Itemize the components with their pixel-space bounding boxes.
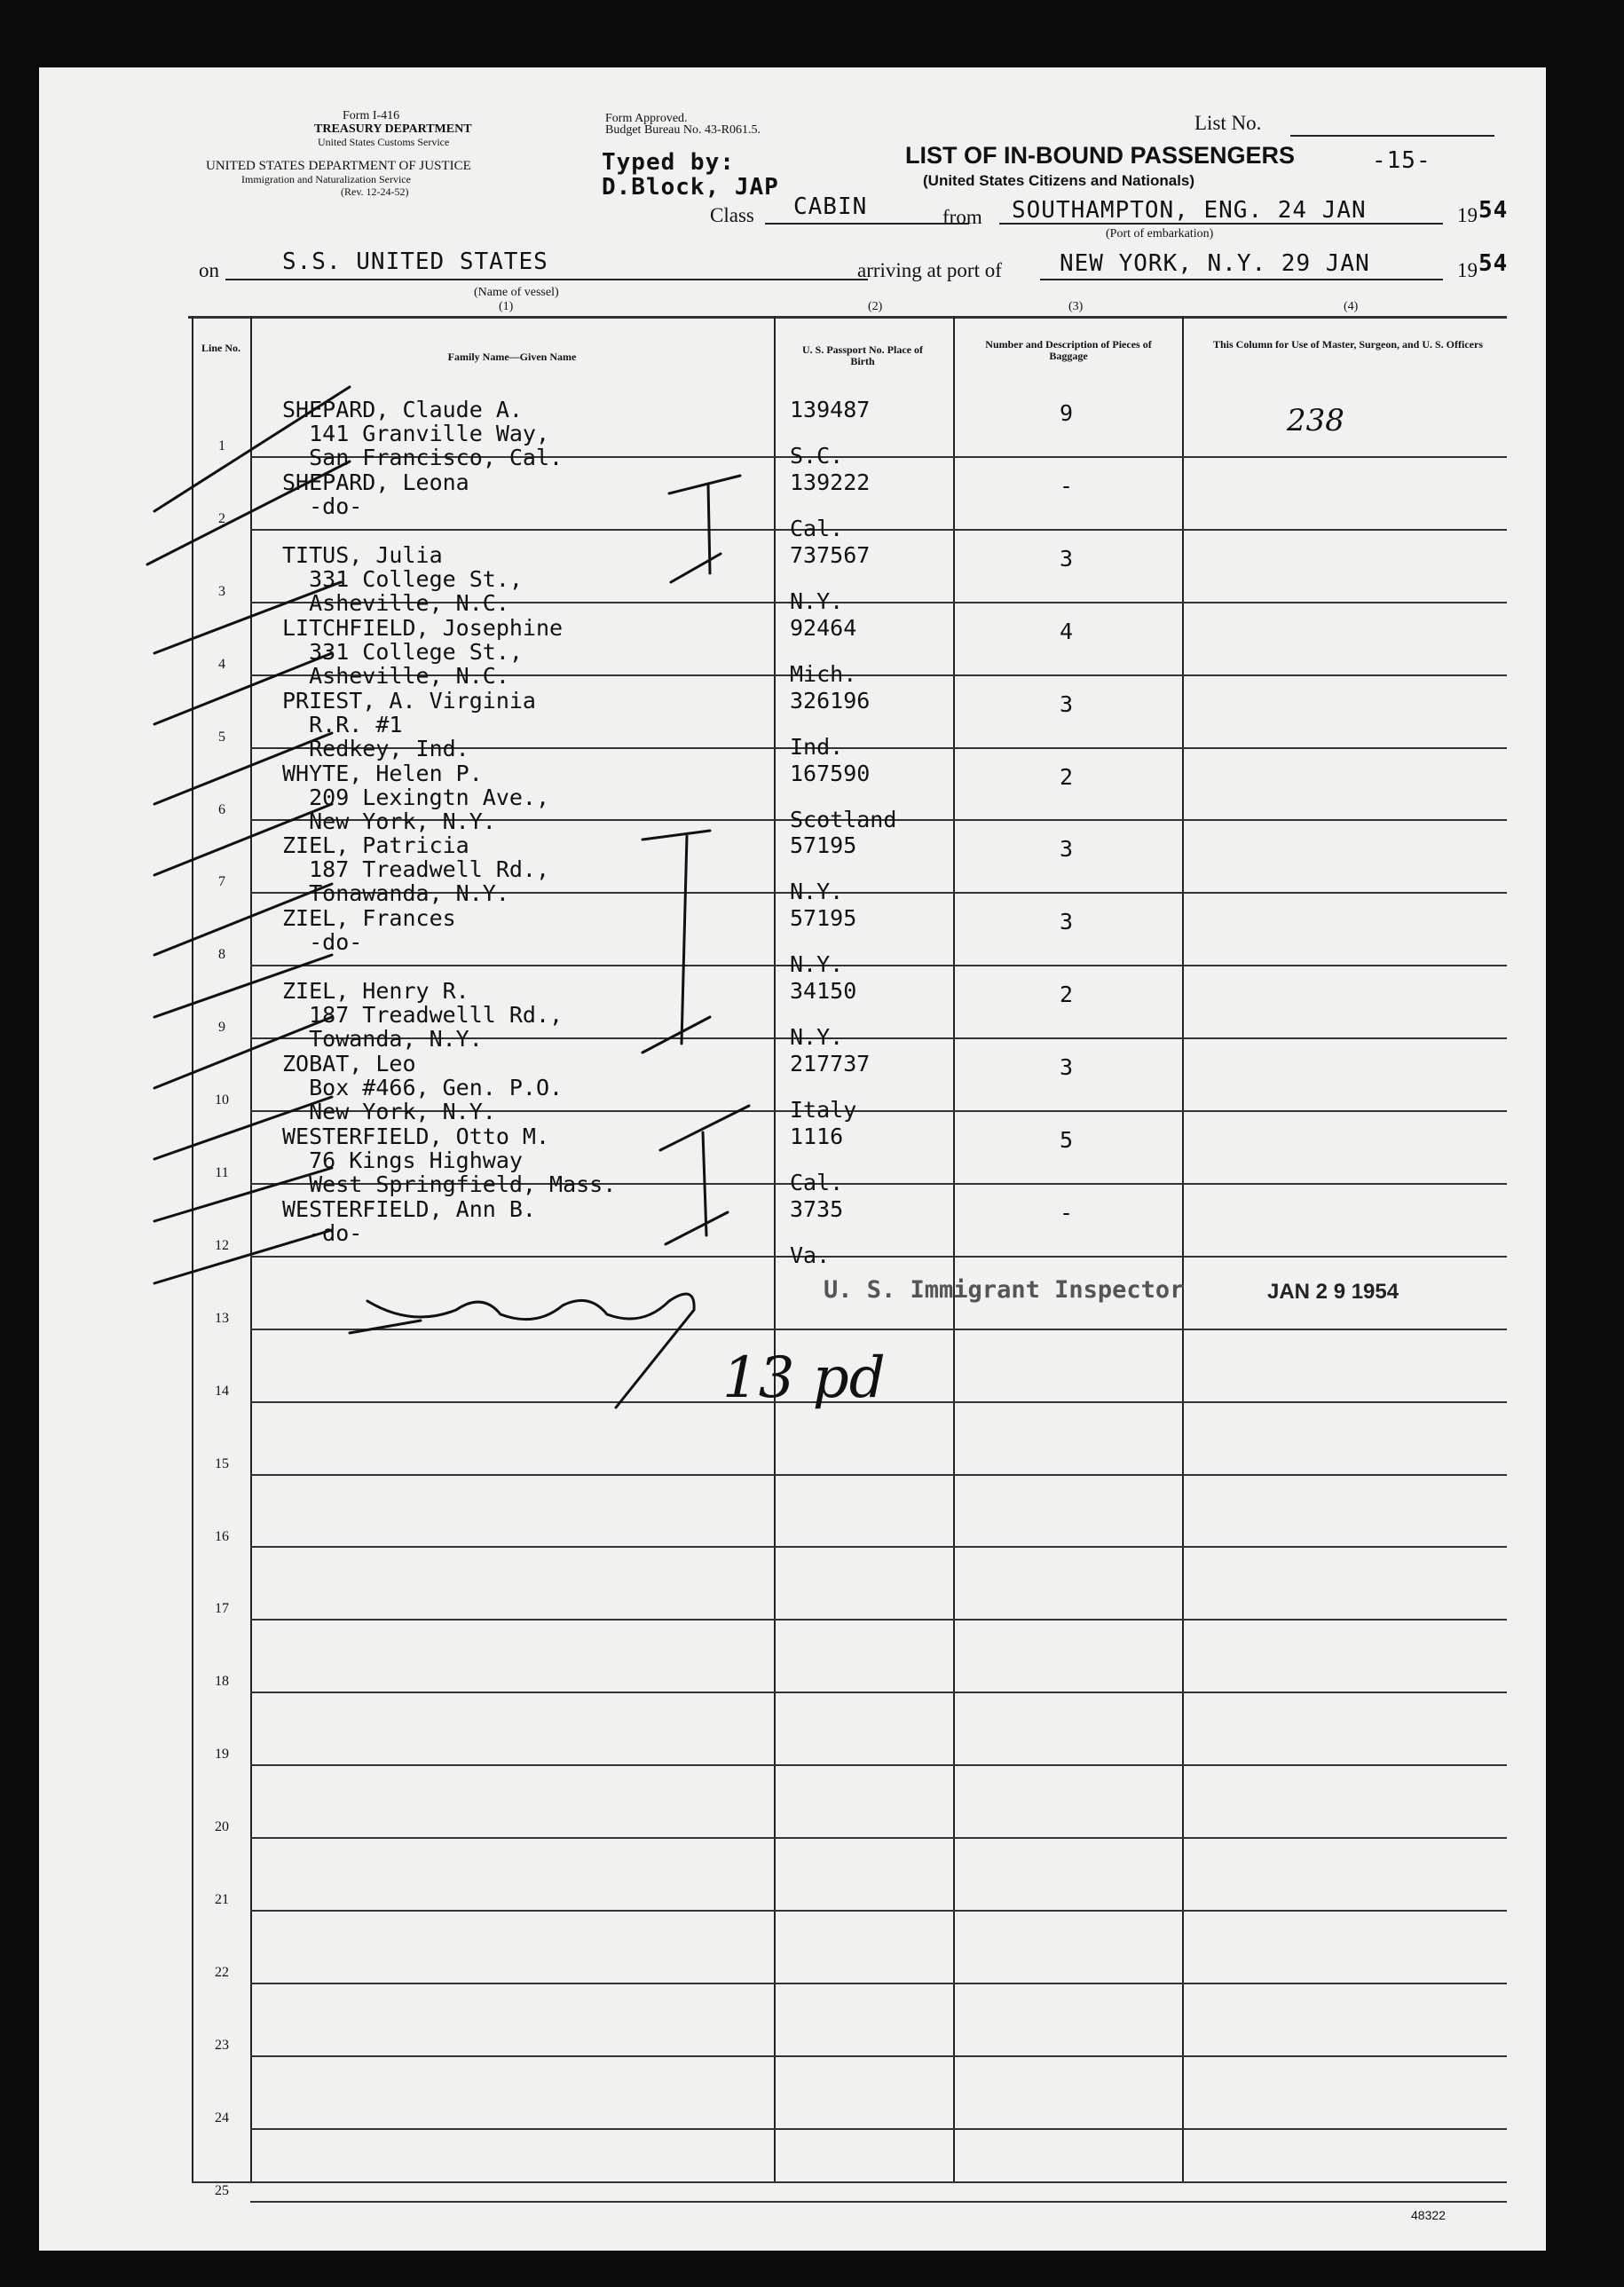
form-revision: (Rev. 12-24-52)	[341, 185, 409, 198]
line-number: 14	[215, 1384, 229, 1399]
col-num-3: (3)	[1068, 300, 1084, 313]
place-of-birth: N.Y.	[790, 951, 844, 977]
document-subtitle: (United States Citizens and Nationals)	[923, 172, 1195, 189]
place-of-birth: Scotland	[790, 807, 897, 832]
line-number: 18	[215, 1674, 229, 1689]
place-of-birth: N.Y.	[790, 1024, 844, 1050]
stamp-date: JAN 2 9 1954	[1267, 1280, 1399, 1304]
passport-number: 326196	[790, 688, 871, 714]
place-of-birth: N.Y.	[790, 879, 844, 904]
baggage-count: 3	[1060, 691, 1074, 717]
place-of-birth: S.C.	[790, 443, 844, 469]
line-number: 20	[215, 1819, 229, 1834]
passport-number: 92464	[790, 615, 857, 641]
passenger-name: ZIEL, Patricia 187 Treadwell Rd., Tonawanda, N.Y.	[282, 832, 550, 906]
baggage-count: 5	[1060, 1127, 1074, 1153]
line-number: 24	[215, 2110, 229, 2125]
passenger-name: WESTERFIELD, Ann B. -do-	[282, 1196, 536, 1246]
on-label: on	[199, 259, 219, 281]
baggage-count: 4	[1060, 619, 1074, 644]
baggage-count: 3	[1060, 836, 1074, 862]
arrival-port: NEW YORK, N.Y. 29 JAN	[1060, 250, 1370, 277]
col-header-line-no: Line No.	[201, 342, 240, 354]
ins-service: Immigration and Naturalization Service	[241, 173, 411, 185]
baggage-count: 2	[1060, 982, 1074, 1007]
baggage-count: 3	[1060, 546, 1074, 572]
treasury-dept: TREASURY DEPARTMENT	[314, 122, 472, 136]
place-of-birth: Cal.	[790, 1170, 844, 1195]
year-prefix: 19	[1457, 204, 1478, 226]
document-title: LIST OF IN-BOUND PASSENGERS	[905, 142, 1296, 169]
class-label: Class	[710, 204, 754, 226]
officer-note: 238	[1287, 403, 1344, 438]
passenger-name: ZOBAT, Leo Box #466, Gen. P.O. New York, N.Y.	[282, 1051, 564, 1124]
vessel-caption: (Name of vessel)	[474, 286, 559, 299]
port-embarkation: SOUTHAMPTON, ENG. 24 JAN	[1012, 197, 1367, 224]
passport-number: 737567	[790, 542, 871, 568]
line-number: 1	[218, 438, 225, 453]
col-header-name: Family Name—Given Name	[447, 351, 577, 363]
line-number: 13	[215, 1311, 229, 1326]
col-num-1: (1)	[499, 300, 514, 313]
line-number: 16	[215, 1529, 229, 1544]
passenger-name: LITCHFIELD, Josephine 331 College St., Asheville, N.C.	[282, 615, 564, 689]
line-number: 9	[218, 1020, 225, 1035]
passenger-name: TITUS, Julia 331 College St., Asheville, N.C.	[282, 542, 523, 616]
line-number: 17	[215, 1601, 229, 1616]
line-number: 21	[215, 1892, 229, 1907]
line-number: 12	[215, 1238, 229, 1253]
place-of-birth: Mich.	[790, 661, 857, 687]
inspector-stamp: U. S. Immigrant Inspector	[824, 1276, 1185, 1304]
year-prefix-2: 19	[1457, 259, 1478, 281]
handwritten-check-marks	[39, 67, 1546, 2251]
place-of-birth: Italy	[790, 1097, 857, 1123]
list-no: -15-	[1372, 147, 1431, 174]
line-number: 23	[215, 2038, 229, 2053]
form-approved: Form Approved.	[605, 112, 688, 125]
line-number: 3	[218, 584, 225, 599]
baggage-count: 2	[1060, 764, 1074, 790]
passport-number: 57195	[790, 832, 857, 858]
line-number: 22	[215, 1965, 229, 1980]
line-number: 2	[218, 511, 225, 526]
passport-number: 34150	[790, 978, 857, 1004]
from-label: from	[942, 206, 982, 228]
passenger-name: SHEPARD, Claude A. 141 Granville Way, San Francisco, Cal.	[282, 397, 564, 470]
baggage-count: 3	[1060, 909, 1074, 935]
year-arrival: 54	[1478, 250, 1509, 277]
baggage-count: 9	[1060, 400, 1074, 426]
line-number: 25	[215, 2183, 229, 2198]
typed-by-label: Typed by:	[602, 149, 735, 176]
passenger-name: ZIEL, Henry R. 187 Treadwelll Rd., Towanda, N.Y.	[282, 978, 564, 1052]
passport-number: 3735	[790, 1196, 844, 1222]
vessel-name: S.S. UNITED STATES	[282, 248, 548, 275]
passport-number: 167590	[790, 761, 871, 786]
typed-by: D.Block, JAP	[602, 174, 779, 201]
line-number: 10	[215, 1092, 229, 1108]
passenger-name: WESTERFIELD, Otto M. 76 Kings Highway West Springfield, Mass.	[282, 1124, 617, 1197]
col-num-2: (2)	[868, 300, 883, 313]
line-number: 19	[215, 1747, 229, 1762]
form-number: Form I-416	[343, 109, 400, 122]
place-of-birth: N.Y.	[790, 588, 844, 614]
arriving-label: arriving at port of	[857, 259, 1002, 281]
port-embark-caption: (Port of embarkation)	[1106, 227, 1214, 241]
place-of-birth: Va.	[790, 1242, 831, 1268]
handwritten-note: 13 pd	[722, 1345, 886, 1411]
line-number: 6	[218, 802, 225, 817]
place-of-birth: Cal.	[790, 516, 844, 541]
line-number: 4	[218, 657, 225, 672]
col-header-officers: This Column for Use of Master, Surgeon, and U. S. Officers	[1212, 338, 1483, 351]
passport-number: 139222	[790, 469, 871, 495]
footer-code: 48322	[1411, 2208, 1446, 2222]
line-number: 8	[218, 947, 225, 962]
passport-number: 217737	[790, 1051, 871, 1076]
col-num-4: (4)	[1344, 300, 1359, 313]
passport-number: 1116	[790, 1124, 844, 1149]
passenger-name: PRIEST, A. Virginia R.R. #1 Redkey, Ind.	[282, 688, 536, 761]
passenger-name: SHEPARD, Leona -do-	[282, 469, 469, 519]
line-number: 5	[218, 729, 225, 745]
baggage-count: -	[1060, 473, 1074, 499]
year-embark: 54	[1478, 197, 1509, 224]
line-number: 7	[218, 874, 225, 889]
baggage-count: -	[1060, 1200, 1074, 1226]
class-value: CABIN	[793, 193, 868, 220]
manifest-page	[39, 67, 1546, 2251]
passport-number: 57195	[790, 905, 857, 931]
budget-bureau: Budget Bureau No. 43-R061.5.	[605, 123, 761, 137]
list-no-label: List No.	[1194, 112, 1262, 134]
col-header-baggage: Number and Description of Pieces of Baggage	[985, 338, 1152, 362]
baggage-count: 3	[1060, 1054, 1074, 1080]
place-of-birth: Ind.	[790, 734, 844, 760]
passport-number: 139487	[790, 397, 871, 422]
line-number: 15	[215, 1456, 229, 1471]
passenger-name: WHYTE, Helen P. 209 Lexingtn Ave., New York, N.Y.	[282, 761, 550, 834]
col-header-passport: U. S. Passport No. Place of Birth	[802, 343, 923, 367]
passenger-name: ZIEL, Frances -do-	[282, 905, 456, 955]
line-number: 11	[215, 1165, 229, 1180]
justice-dept: UNITED STATES DEPARTMENT OF JUSTICE	[206, 159, 471, 173]
customs-service: United States Customs Service	[318, 136, 450, 148]
